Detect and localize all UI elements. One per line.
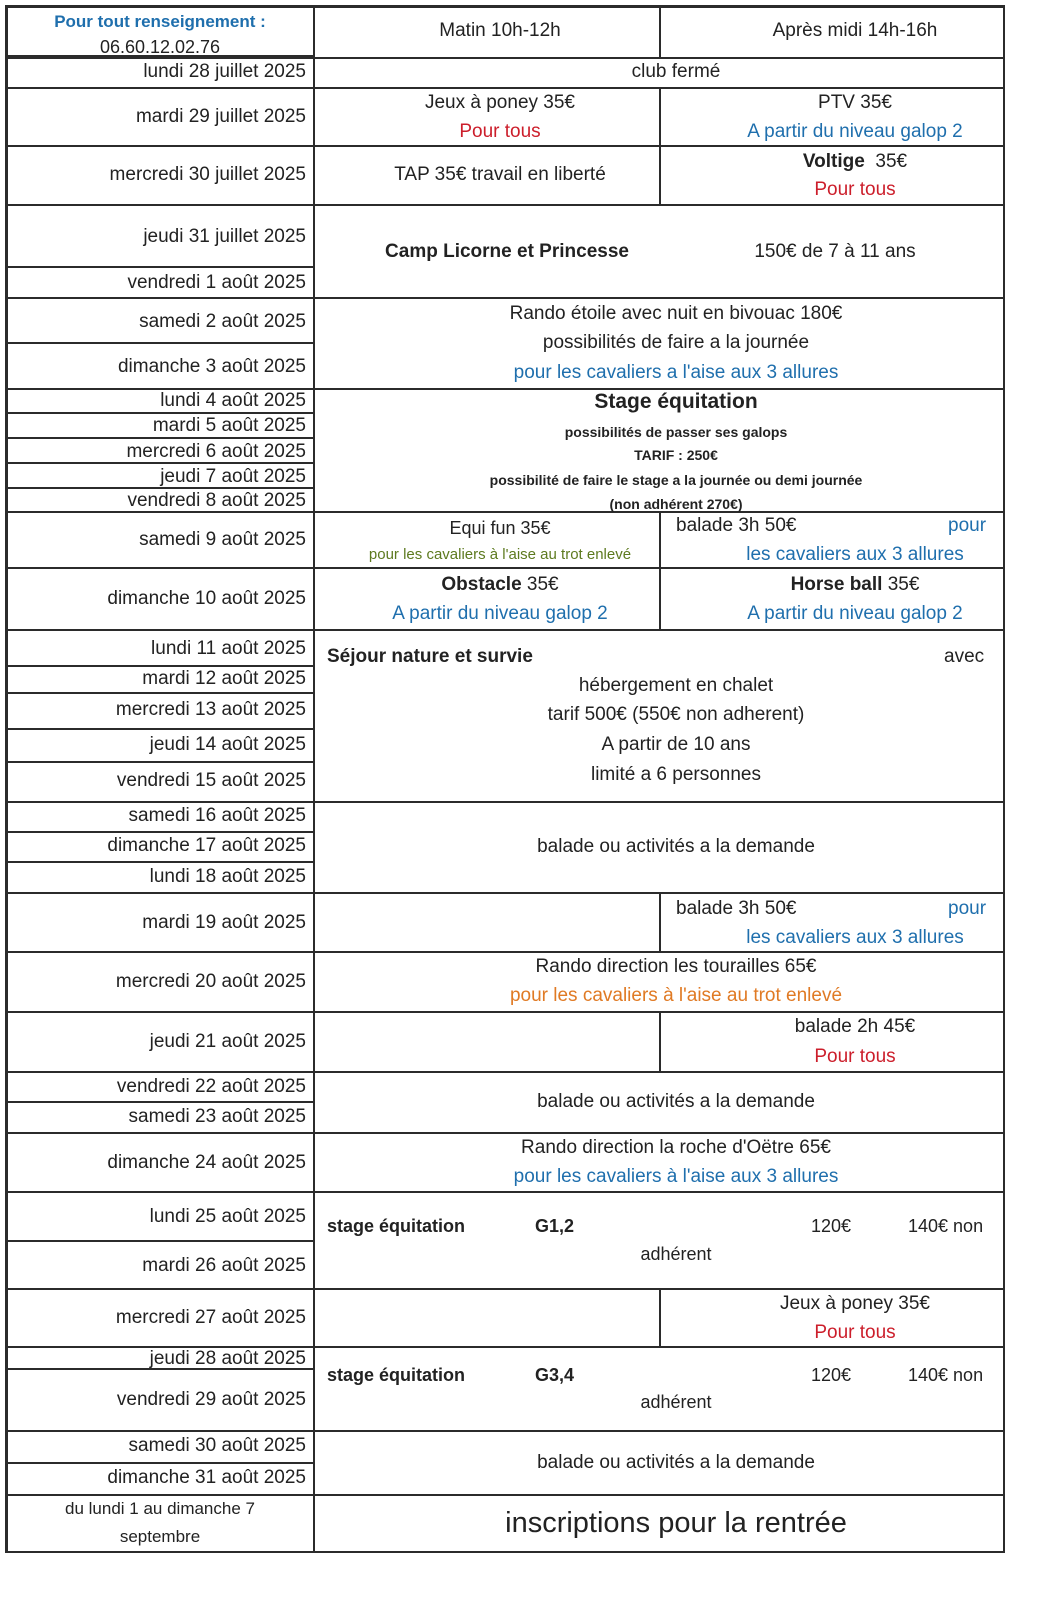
event-title: Rando direction les tourailles 65€	[535, 956, 817, 977]
event-detail: limité a 6 personnes	[590, 764, 762, 785]
stage-title: stage équitation	[327, 1216, 466, 1236]
date-label: samedi 9 août 2025	[139, 529, 306, 550]
date-label: samedi 16 août 2025	[128, 805, 306, 826]
date-label: mardi 12 août 2025	[142, 668, 306, 689]
date-label: dimanche 31 août 2025	[107, 1467, 306, 1488]
morning-column-header: Matin 10h-12h	[439, 20, 561, 41]
row-divider	[5, 728, 315, 730]
contact-phone: 06.60.12.02.76	[99, 37, 221, 57]
event-title: balade ou activités a la demande	[537, 1452, 815, 1473]
event-title: balade ou activités a la demande	[537, 836, 815, 857]
date-label: jeudi 14 août 2025	[149, 734, 306, 755]
date-column-divider	[313, 5, 315, 1553]
event-title	[680, 151, 1030, 173]
event-price: 35€	[887, 574, 920, 595]
event-detail: avec	[944, 646, 985, 667]
row-divider	[5, 801, 1005, 803]
event-title: balade ou activités a la demande	[537, 1091, 815, 1112]
stage-title: stage équitation	[327, 1365, 466, 1385]
date-label: lundi 18 août 2025	[149, 866, 306, 887]
column-divider	[659, 1011, 661, 1073]
event-audience: les cavaliers aux 3 allures	[746, 927, 964, 948]
date-label: mercredi 30 juillet 2025	[109, 164, 306, 185]
event-title: Rando direction la roche d'Oëtre 65€	[521, 1137, 831, 1158]
row-divider	[5, 1011, 1005, 1013]
event-audience: Pour tous	[814, 179, 896, 200]
date-label: dimanche 10 août 2025	[107, 588, 306, 609]
table-border-top	[5, 5, 1005, 8]
event-price: 120€	[811, 1365, 852, 1385]
event-title: PTV 35€	[818, 92, 892, 113]
date-label: vendredi 22 août 2025	[116, 1076, 306, 1097]
date-label: lundi 11 août 2025	[151, 638, 306, 659]
date-label: jeudi 31 juillet 2025	[143, 226, 306, 247]
date-label: vendredi 15 août 2025	[116, 770, 306, 791]
event-detail: A partir de 10 ans	[601, 734, 751, 755]
row-divider	[5, 1071, 1005, 1073]
row-divider	[5, 1240, 315, 1242]
row-divider	[5, 266, 315, 268]
date-label: samedi 2 août 2025	[139, 311, 306, 332]
row-divider	[5, 1430, 1005, 1432]
date-label: jeudi 7 août 2025	[160, 466, 306, 487]
row-divider	[5, 1132, 1005, 1134]
event-detail: hébergement en chalet	[578, 675, 774, 696]
event-title: balade 3h 50€	[676, 515, 797, 536]
date-label: mercredi 13 août 2025	[115, 699, 306, 720]
column-divider	[659, 892, 661, 953]
event-price: 35€	[526, 574, 559, 595]
date-label: samedi 30 août 2025	[128, 1435, 306, 1456]
event-audience: Pour tous	[459, 121, 541, 142]
event-audience: Pour tous	[814, 1322, 896, 1343]
sejour-title: Séjour nature et survie	[327, 646, 533, 667]
date-label: du lundi 1 au dimanche 7	[65, 1499, 255, 1518]
event-audience: pour les cavaliers à l'aise aux 3 allures	[513, 1166, 839, 1187]
row-divider	[5, 1191, 1005, 1193]
event-audience: pour les cavaliers a l'aise aux 3 allures	[513, 362, 839, 383]
row-divider	[5, 892, 1005, 894]
date-label: mardi 26 août 2025	[142, 1255, 306, 1276]
event-detail: adhérent	[640, 1392, 712, 1412]
row-divider	[5, 388, 1005, 390]
row-divider	[5, 204, 1005, 206]
event-audience: pour les cavaliers à l'aise au trot enlevé	[509, 985, 843, 1006]
date-label: dimanche 3 août 2025	[117, 356, 306, 377]
date-label: dimanche 17 août 2025	[107, 835, 306, 856]
date-label: vendredi 29 août 2025	[116, 1389, 306, 1410]
date-label: mardi 29 juillet 2025	[135, 106, 306, 127]
event-price: (non adhérent 270€)	[609, 496, 743, 512]
row-divider	[5, 297, 1005, 299]
row-divider	[5, 567, 1005, 569]
camp-title: Camp Licorne et Princesse	[385, 241, 629, 262]
row-divider	[5, 692, 315, 694]
row-divider	[5, 145, 1005, 147]
event-title	[322, 574, 678, 596]
stage-level: G3,4	[535, 1365, 575, 1385]
event-price: tarif 500€ (550€ non adherent)	[547, 704, 805, 725]
event-title: balade 3h 50€	[676, 898, 797, 919]
event-audience: pour les cavaliers à l'aise au trot enlevé	[368, 546, 632, 563]
event-name: Obstacle	[441, 574, 522, 595]
event-price: 140€ non	[908, 1365, 984, 1385]
camp-info: 150€ de 7 à 11 ans	[754, 241, 916, 262]
date-label: mardi 5 août 2025	[152, 415, 306, 436]
row-divider	[5, 87, 1005, 89]
event-title: Equi fun 35€	[449, 518, 551, 538]
event-price: 140€ non	[908, 1216, 984, 1236]
row-divider	[5, 342, 315, 344]
contact-label: Pour tout renseignement :	[54, 12, 266, 31]
event-audience: pour	[948, 898, 987, 919]
table-border-left	[5, 5, 8, 1553]
date-label: jeudi 21 août 2025	[149, 1031, 306, 1052]
row-divider	[5, 951, 1005, 953]
column-divider	[659, 1288, 661, 1348]
event-club-closed: club fermé	[631, 61, 721, 82]
event-price: TARIF : 250€	[634, 447, 718, 463]
date-label: lundi 4 août 2025	[160, 390, 306, 411]
rentree-registration: inscriptions pour la rentrée	[505, 1507, 847, 1539]
event-title: balade 2h 45€	[794, 1016, 916, 1037]
row-divider	[5, 831, 315, 833]
row-divider	[5, 761, 315, 763]
date-label: dimanche 24 août 2025	[107, 1152, 306, 1173]
row-divider	[5, 412, 315, 414]
event-title: Jeux à poney 35€	[424, 92, 575, 113]
event-audience: Pour tous	[814, 1046, 896, 1067]
date-label: septembre	[119, 1527, 201, 1546]
row-divider	[5, 1494, 1005, 1496]
event-title	[680, 574, 1030, 596]
event-price: 120€	[811, 1216, 852, 1236]
afternoon-column-header: Après midi 14h-16h	[772, 20, 938, 41]
row-divider	[5, 861, 315, 863]
event-audience: les cavaliers aux 3 allures	[746, 544, 964, 565]
event-audience: A partir du niveau galop 2	[392, 603, 608, 624]
date-label: mercredi 27 août 2025	[115, 1307, 306, 1328]
event-title: Jeux à poney 35€	[779, 1293, 930, 1314]
row-divider	[5, 629, 1005, 631]
event-detail: possibilité de faire le stage a la journée ou demi journée	[489, 472, 863, 488]
date-label: lundi 28 juillet 2025	[143, 61, 306, 82]
date-label: vendredi 1 août 2025	[127, 272, 306, 293]
event-title: TAP 35€ travail en liberté	[394, 164, 606, 185]
date-label: mardi 19 août 2025	[142, 912, 306, 933]
stage-title: Stage équitation	[594, 390, 758, 413]
event-audience: pour	[948, 515, 987, 536]
date-label: lundi 25 août 2025	[149, 1206, 306, 1227]
event-name: Voltige	[802, 151, 865, 172]
row-divider	[5, 665, 315, 667]
stage-level: G1,2	[535, 1216, 575, 1236]
date-label: mercredi 6 août 2025	[126, 441, 306, 462]
event-audience: A partir du niveau galop 2	[747, 603, 963, 624]
event-price: 35€	[875, 151, 908, 172]
row-divider	[5, 1101, 315, 1103]
table-border-bottom	[5, 1551, 1005, 1553]
event-detail: possibilités de faire a la journée	[542, 332, 810, 353]
date-label: mercredi 20 août 2025	[115, 971, 306, 992]
row-divider	[5, 1288, 1005, 1290]
row-divider	[5, 1462, 315, 1464]
date-label: samedi 23 août 2025	[128, 1106, 306, 1127]
event-title: Rando étoile avec nuit en bivouac 180€	[509, 303, 843, 324]
date-label: vendredi 8 août 2025	[127, 490, 306, 511]
row-divider	[5, 437, 315, 439]
event-detail: possibilités de passer ses galops	[564, 424, 788, 440]
event-name: Horse ball	[790, 574, 883, 595]
event-detail: adhérent	[640, 1244, 712, 1264]
event-audience: A partir du niveau galop 2	[747, 121, 963, 142]
date-label: jeudi 28 août 2025	[149, 1348, 306, 1369]
